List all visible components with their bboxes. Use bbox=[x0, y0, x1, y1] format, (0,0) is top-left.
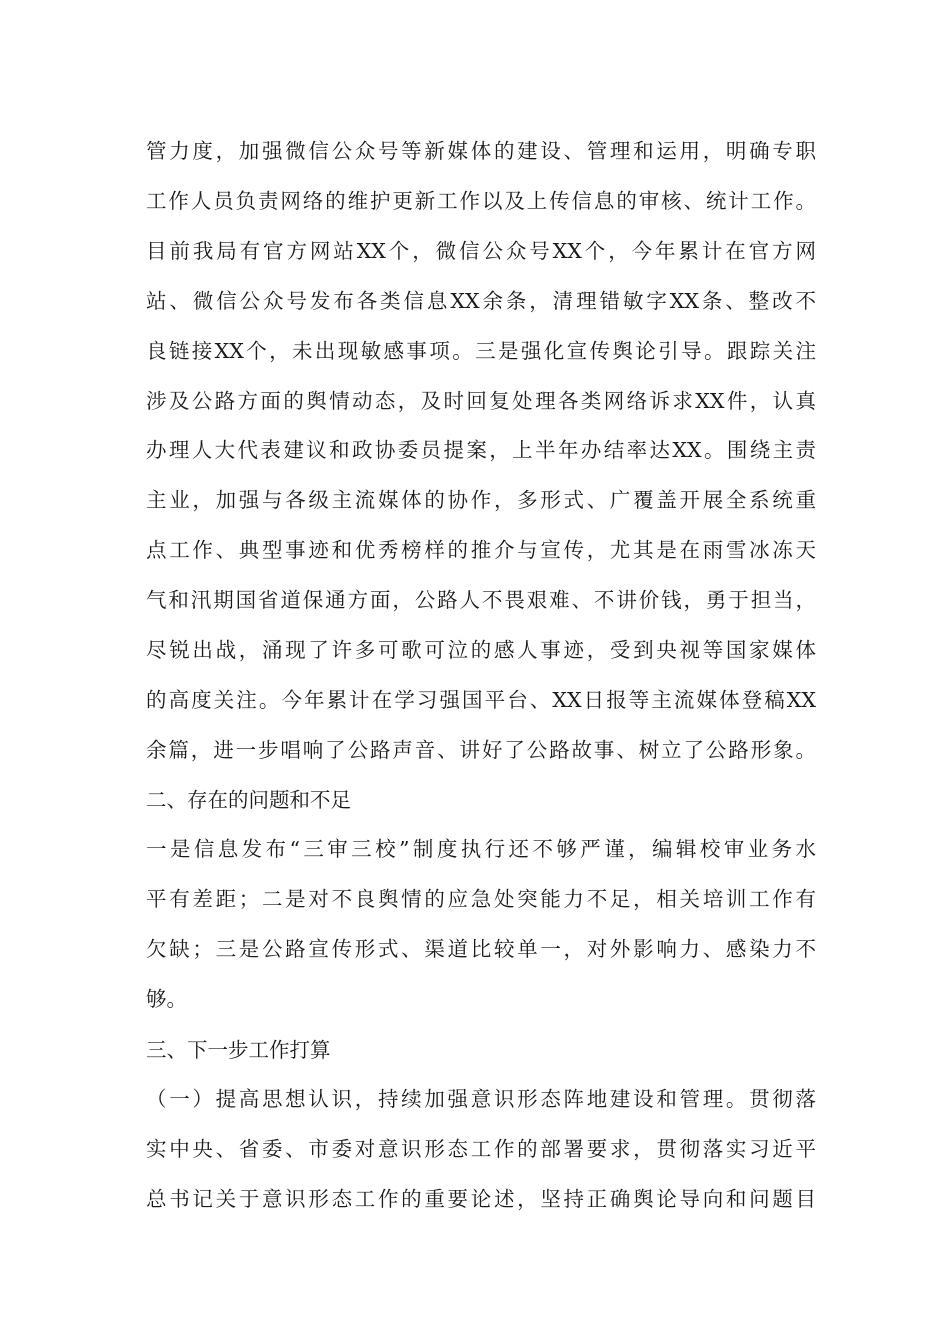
body-text-line: 气和汛期国省道保通方面，公路人不畏艰难、不讲价钱，勇于担当， bbox=[146, 588, 816, 612]
body-text-line: 涉及公路方面的舆情动态，及时回复处理各类网络诉求XX件，认真 bbox=[146, 389, 816, 413]
body-text-line: 站、微信公众号发布各类信息XX余条，清理错敏字XX条、整改不 bbox=[146, 289, 816, 313]
body-text-line: 余篇，进一步唱响了公路声音、讲好了公路故事、树立了公路形象。 bbox=[146, 738, 816, 762]
section-heading: 三、下一步工作打算 bbox=[146, 1038, 331, 1062]
body-text-line: 办理人大代表建议和政协委员提案，上半年办结率达XX。围绕主责 bbox=[146, 438, 816, 462]
body-text-line: 目前我局有官方网站XX个，微信公众号XX个，今年累计在官方网 bbox=[146, 239, 816, 263]
body-text-line: 点工作、典型事迹和优秀榜样的推介与宣传，尤其是在雨雪冰冻天 bbox=[146, 538, 816, 562]
body-text-line: 工作人员负责网络的维护更新工作以及上传信息的审核、统计工作。 bbox=[146, 189, 816, 213]
body-text-line: （一）提高思想认识，持续加强意识形态阵地建设和管理。贯彻落 bbox=[146, 1087, 816, 1111]
body-text-line: 一是信息发布“三审三校”制度执行还不够严谨，编辑校审业务水 bbox=[146, 837, 816, 861]
body-text-line: 平有差距；二是对不良舆情的应急处突能力不足，相关培训工作有 bbox=[146, 887, 816, 911]
body-text-line: 总书记关于意识形态工作的重要论述，坚持正确舆论导向和问题目 bbox=[146, 1187, 816, 1211]
body-text-line: 良链接XX个，未出现敏感事项。三是强化宣传舆论引导。跟踪关注 bbox=[146, 339, 816, 363]
body-text-line: 实中央、省委、市委对意识形态工作的部署要求，贯彻落实习近平 bbox=[146, 1137, 816, 1161]
section-heading: 二、存在的问题和不足 bbox=[146, 788, 351, 812]
body-text-line: 尽锐出战，涌现了许多可歌可泣的感人事迹，受到央视等国家媒体 bbox=[146, 638, 816, 662]
body-text-line: 够。 bbox=[146, 987, 187, 1011]
body-text-line: 管力度，加强微信公众号等新媒体的建设、管理和运用，明确专职 bbox=[146, 139, 816, 163]
body-text-line: 欠缺；三是公路宣传形式、渠道比较单一，对外影响力、感染力不 bbox=[146, 937, 816, 961]
body-text-line: 主业，加强与各级主流媒体的协作，多形式、广覆盖开展全系统重 bbox=[146, 488, 816, 512]
body-text-line: 的高度关注。今年累计在学习强国平台、XX日报等主流媒体登稿XX bbox=[146, 688, 816, 712]
